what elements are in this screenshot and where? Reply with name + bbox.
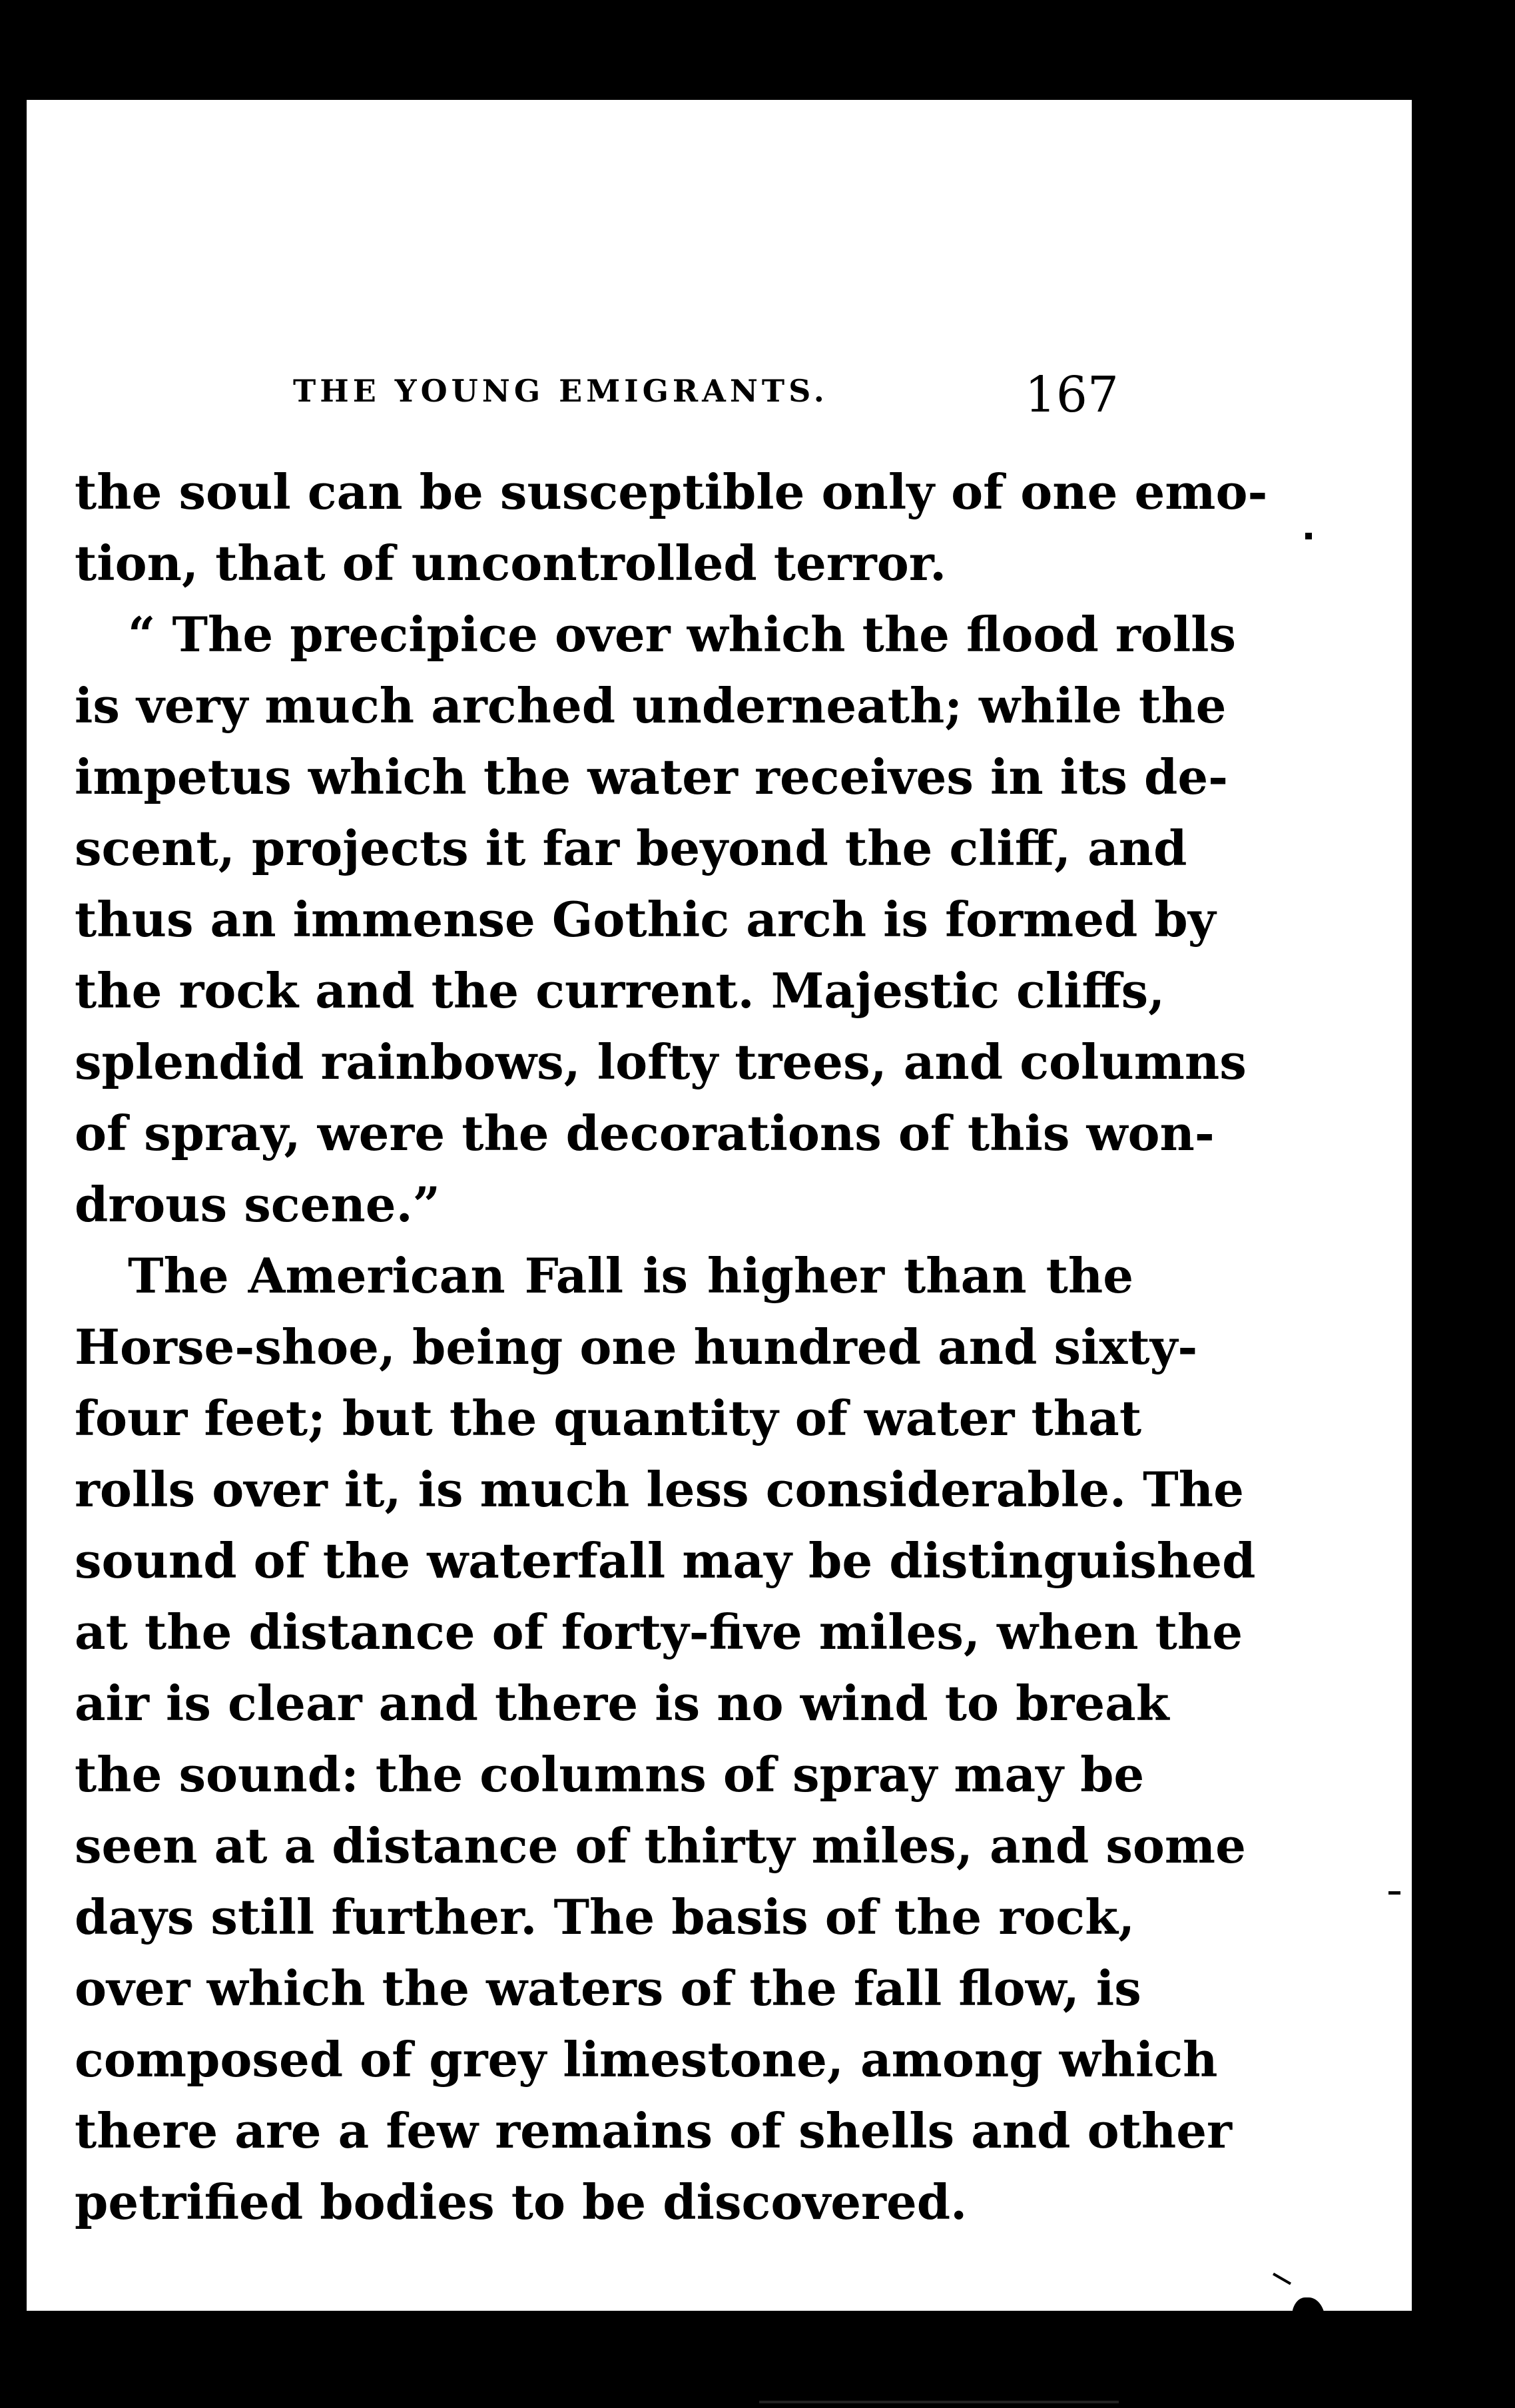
text-line: four feet; but the quantity of water that [75, 1390, 1142, 1446]
running-title: THE YOUNG EMIGRANTS. [293, 373, 828, 409]
running-head [293, 366, 1119, 426]
scan-blot [1292, 2297, 1325, 2344]
text-line: the soul can be susceptible only of one emo- [75, 463, 1268, 520]
scan-speck [1305, 533, 1312, 539]
text-line: composed of grey limestone, among which [75, 2031, 1218, 2088]
text-line: at the distance of forty-five miles, when the [75, 1604, 1243, 1660]
text-line: is very much arched underneath; while the [75, 677, 1227, 734]
text-line: air is clear and there is no wind to break [75, 1675, 1169, 1731]
text-line: rolls over it, is much less considerable. The [75, 1461, 1244, 1518]
scan-speck [1388, 1891, 1400, 1895]
page-sheet [27, 100, 1412, 2311]
text-line: The American Fall is higher than the [128, 1247, 1133, 1304]
text-line: Horse-shoe, being one hundred and sixty- [75, 1319, 1198, 1375]
text-line: scent, projects it far beyond the cliff, and [75, 820, 1187, 876]
text-line: the sound: the columns of spray may be [75, 1746, 1145, 1803]
text-line: days still further. The basis of the rock, [75, 1889, 1135, 1945]
body-text [75, 456, 1268, 2238]
scan-speck [1273, 2273, 1291, 2285]
text-line: splendid rainbows, lofty trees, and columns [75, 1034, 1247, 1090]
text-line: of spray, were the decorations of this won- [75, 1105, 1215, 1161]
text-line: tion, that of uncontrolled terror. [75, 535, 947, 591]
text-line: the rock and the current. Majestic cliffs, [75, 962, 1165, 1019]
text-line: there are a few remains of shells and other [75, 2102, 1232, 2159]
text-line: “ The precipice over which the flood rolls [128, 606, 1237, 663]
text-line: drous scene.” [75, 1176, 441, 1233]
scan-speck [463, 2344, 480, 2353]
text-line: over which the waters of the fall flow, is [75, 1960, 1141, 2016]
page-number: 167 [1024, 366, 1119, 424]
text-line: thus an immense Gothic arch is formed by [75, 891, 1216, 948]
bottom-rule [759, 2401, 1119, 2403]
text-line: petrified bodies to be discovered. [75, 2174, 968, 2230]
text-line: impetus which the water receives in its de- [75, 749, 1229, 805]
text-line: sound of the waterfall may be distinguished [75, 1532, 1256, 1589]
text-line: seen at a distance of thirty miles, and some [75, 1817, 1246, 1874]
